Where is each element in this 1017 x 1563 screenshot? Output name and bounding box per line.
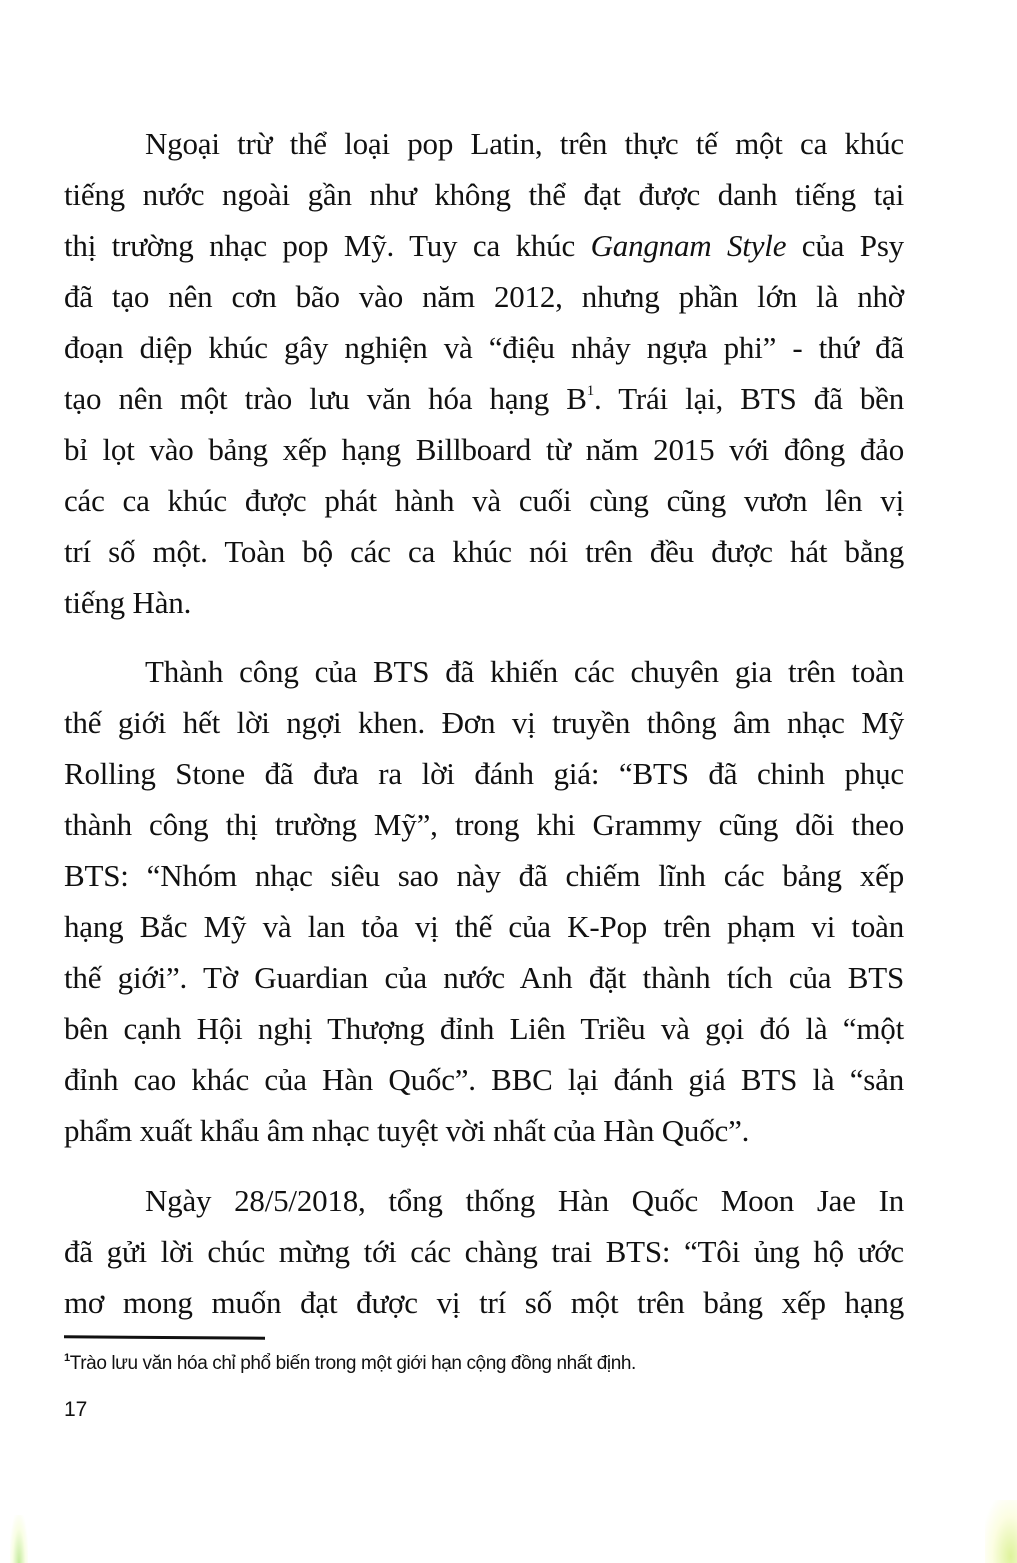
scan-edge-tint xyxy=(10,1515,28,1563)
text-line: bỉ lọt vào bảng xếp hạng Billboard từ năm 2015 với đông đảo xyxy=(64,432,904,467)
text-line: hạng Bắc Mỹ và lan tỏa vị thế của K-Pop trên phạm vi toàn xyxy=(64,909,904,944)
footnote-marker[interactable]: 1 xyxy=(586,383,595,399)
text-line: BTS: “Nhóm nhạc siêu sao này đã chiếm lĩnh các bảng xếp xyxy=(64,858,904,893)
text-line: Ngày 28/5/2018, tổng thống Hàn Quốc Moon Jae In xyxy=(145,1183,904,1218)
scan-edge-tint xyxy=(985,1500,1017,1563)
text-run: thị trường nhạc pop Mỹ. Tuy ca khúc xyxy=(64,228,591,263)
text-line: thành công thị trường Mỹ”, trong khi Grammy cũng dõi theo xyxy=(64,807,904,842)
page-number: 17 xyxy=(64,1398,88,1421)
text-line: đoạn diệp khúc gây nghiện và “điệu nhảy ngựa phi” - thứ đã xyxy=(64,330,904,365)
text-line: thế giới hết lời ngợi khen. Đơn vị truyền thông âm nhạc Mỹ xyxy=(64,705,904,740)
text-line: Rolling Stone đã đưa ra lời đánh giá: “BTS đã chinh phục xyxy=(64,756,904,791)
text-line: tiếng nước ngoài gần như không thể đạt được danh tiếng tại xyxy=(64,177,904,212)
text-line: Thành công của BTS đã khiến các chuyên gia trên toàn xyxy=(145,654,904,689)
text-line: đã tạo nên cơn bão vào năm 2012, nhưng phần lớn là nhờ xyxy=(64,279,904,314)
text-line: mơ mong muốn đạt được vị trí số một trên bảng xếp hạng xyxy=(64,1285,904,1320)
text-line: phẩm xuất khẩu âm nhạc tuyệt vời nhất của Hàn Quốc”. xyxy=(64,1113,750,1148)
text-line: thế giới”. Tờ Guardian của nước Anh đặt thành tích của BTS xyxy=(64,960,904,995)
text-line: đỉnh cao khác của Hàn Quốc”. BBC lại đánh giá BTS là “sản xyxy=(64,1062,904,1097)
text-line xyxy=(64,373,904,424)
footnote-divider xyxy=(64,1335,265,1339)
footnote xyxy=(64,1350,636,1378)
text-run: . Trái lại, BTS đã bền xyxy=(594,381,904,416)
footnote-number: 1 xyxy=(64,1352,70,1364)
text-line: đã gửi lời chúc mừng tới các chàng trai BTS: “Tôi ủng hộ ước xyxy=(64,1234,904,1269)
text-line xyxy=(64,220,904,271)
text-line: trí số một. Toàn bộ các ca khúc nói trên đều được hát bằng xyxy=(64,534,904,569)
text-line: bên cạnh Hội nghị Thượng đỉnh Liên Triều và gọi đó là “một xyxy=(64,1011,904,1046)
text-run: của Psy xyxy=(786,228,904,263)
text-run: tạo nên một trào lưu văn hóa hạng B xyxy=(64,381,587,416)
text-line: các ca khúc được phát hành và cuối cùng cũng vươn lên vị xyxy=(64,483,904,518)
song-title-italic: Gangnam Style xyxy=(590,228,787,263)
text-line: Ngoại trừ thể loại pop Latin, trên thực tế một ca khúc xyxy=(145,126,904,161)
text-line: tiếng Hàn. xyxy=(64,585,192,620)
footnote-text: Trào lưu văn hóa chỉ phổ biến trong một giới hạn cộng đồng nhất định. xyxy=(69,1353,636,1374)
